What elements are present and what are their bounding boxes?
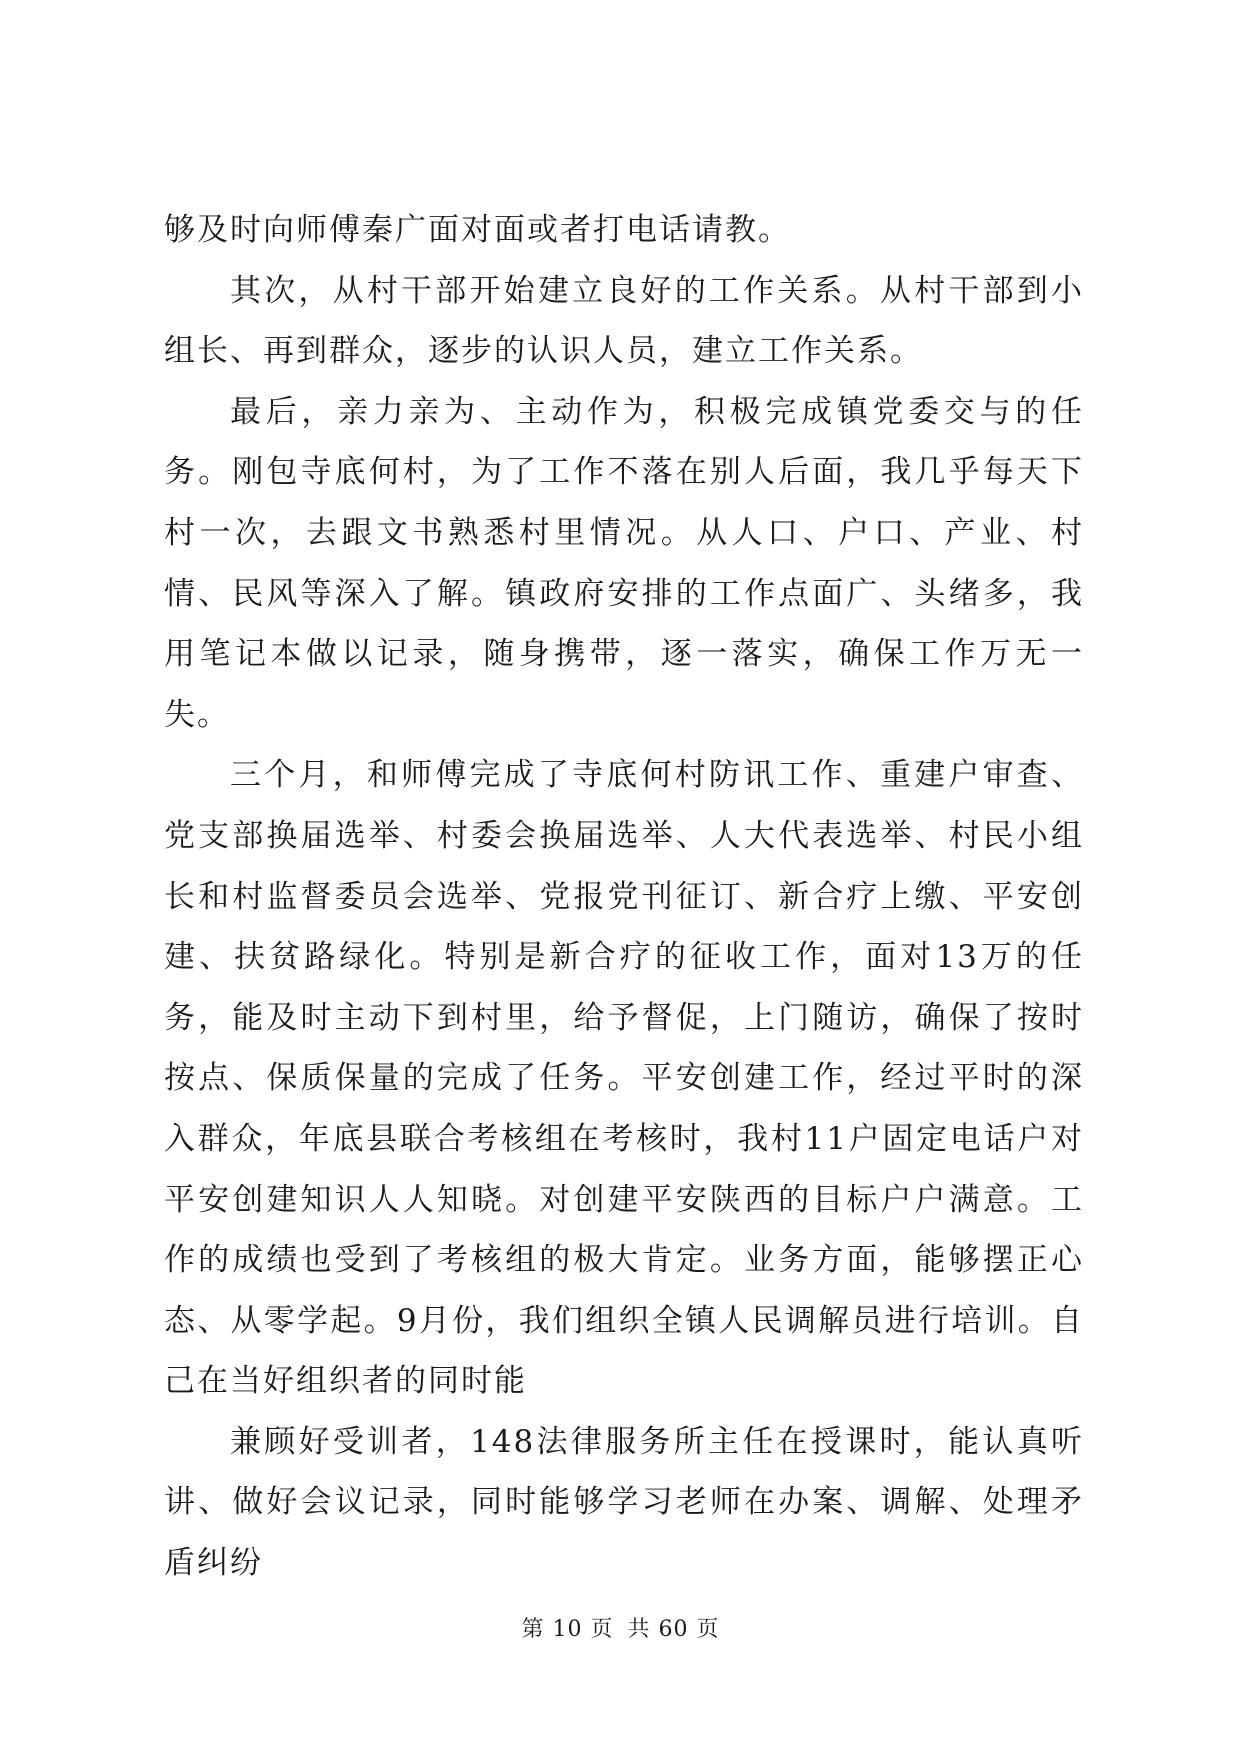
paragraph-fourth: 三个月，和师傅完成了寺底何村防讯工作、重建户审查、党支部换届选举、村委会换届选举、人大代表选举、村民小组长和村监督委员会选举、党报党刊征订、新合疗上缴、平安创建、扶贫路绿化。特别是新合疗的征收工作，面对13万的任务，能及时主动下到村里，给予督促，上门随访，确保了按时按点、保质保量的完成了任务。平安创建工作，经过平时的深入群众，年底县联合考核组在考核时，我村11户固定电话户对平安创建知识人人知晓。对创建平安陕西的目标户户满意。工作的成绩也受到了考核组的极大肯定。业务方面，能够摆正心态、从零学起。9月份，我们组织全镇人民调解员进行培训。自己在当好组织者的同时能 [164, 757, 1084, 1400]
document-body [164, 200, 1084, 1594]
page-total: 共 60 页 [627, 1617, 720, 1642]
paragraph-fifth: 兼顾好受训者，148法律服务所主任在授课时，能认真听讲、做好会议记录，同时能够学习老师在办案、调解、处理矛盾纠纷 [164, 1423, 1084, 1582]
page-number: 第 10 页 [521, 1617, 614, 1642]
paragraph-continuation: 够及时向师傅秦广面对面或者打电话请教。 [164, 212, 791, 248]
paragraph-second: 其次，从村干部开始建立良好的工作关系。从村干部到小组长、再到群众，逐步的认识人员，建立工作关系。 [164, 272, 1084, 370]
page-footer [0, 1612, 1241, 1643]
paragraph-third: 最后，亲力亲为、主动作为，积极完成镇党委交与的任务。刚包寺底何村，为了工作不落在别人后面，我几乎每天下村一次，去跟文书熟悉村里情况。从人口、户口、产业、村情、民风等深入了解。镇政府安排的工作点面广、头绪多，我用笔记本做以记录，随身携带，逐一落实，确保工作万无一失。 [164, 393, 1084, 733]
